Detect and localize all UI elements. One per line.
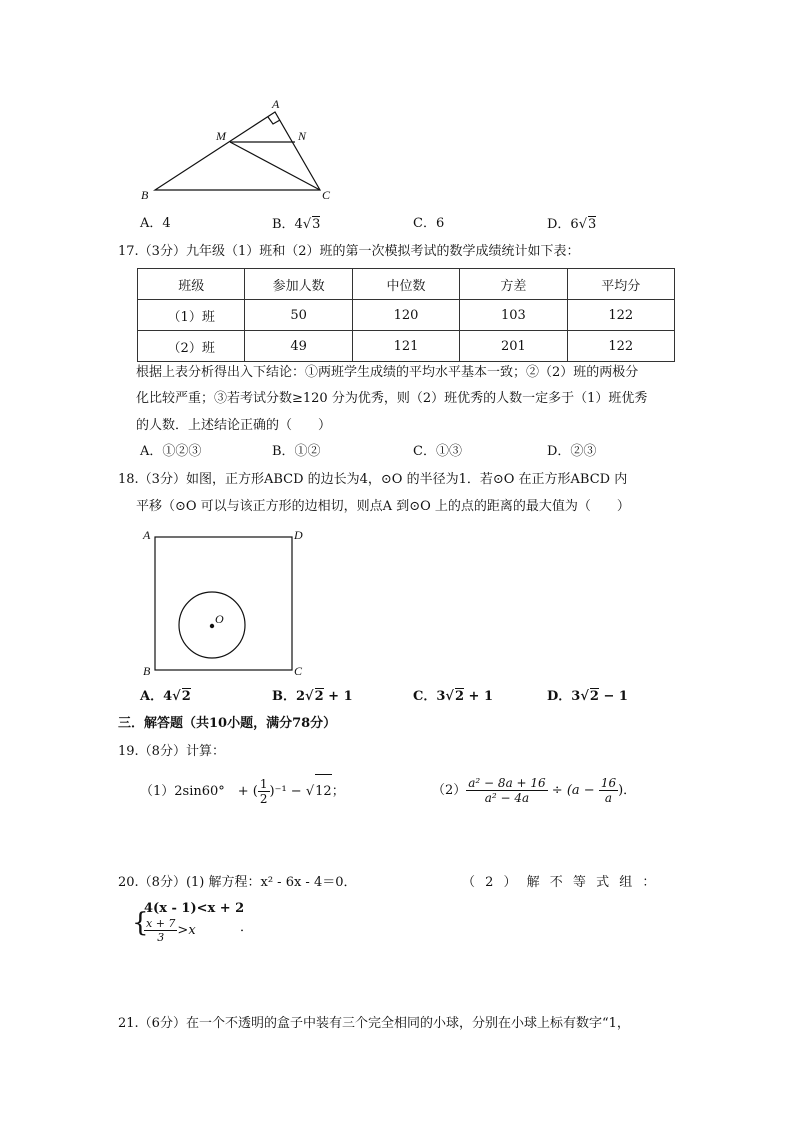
label-o: O	[215, 612, 224, 626]
label-b: B	[141, 188, 149, 202]
q19-part2: （2） $\frac{\text{a² − 8a + 16}}{\text{a² − 4a}}$ ÷ (a − $\frac{16}{a}$ )．	[432, 776, 637, 805]
label-a: A	[272, 97, 280, 111]
q18-option-a: A．4√2	[140, 689, 191, 704]
brace-icon: {	[132, 908, 149, 938]
cell: 103	[460, 300, 567, 331]
q17-stem: 17.（3分）九年级（1）班和（2）班的第一次模拟考试的数学成绩统计如下表：	[118, 244, 580, 259]
header-cell: 平均分	[567, 269, 674, 300]
score-table	[137, 268, 675, 362]
q18-option-b: B．2√2 + 1	[272, 689, 353, 704]
cell: 201	[460, 331, 567, 362]
label-n: N	[298, 129, 307, 143]
q16-option-a: A．4	[140, 216, 171, 231]
label-a: A	[143, 528, 151, 542]
q19-part1: （1）2sin60° + ( $\frac{1}{2}$ )⁻¹ − √12；	[140, 774, 345, 809]
q21-stem: 21.（6分）在一个不透明的盒子中装有三个完全相同的小球，分别在小球上标有数字“1，	[118, 1016, 630, 1031]
inequality-2: $\frac{x + 7}{3}$ >x	[146, 917, 196, 944]
q17-option-a: A．①②③	[140, 444, 202, 459]
cell: 49	[245, 331, 352, 362]
label-c: C	[294, 664, 303, 678]
cell: （1）班	[138, 300, 245, 331]
q17-line: 的人数．上述结论正确的（ ）	[136, 418, 332, 433]
header-cell: 参加人数	[245, 269, 352, 300]
table-header-row	[138, 269, 675, 300]
header-cell: 方差	[460, 269, 567, 300]
label-c: C	[322, 188, 331, 202]
q20-part2: （ 2 ） 解 不 等 式 组 ：	[462, 875, 656, 890]
q20-part1: 20.（8分）(1) 解方程：x² - 6x - 4＝0．	[118, 875, 357, 890]
cell: （2）班	[138, 331, 245, 362]
inequality-1: 4(x - 1)<x + 2	[144, 901, 245, 916]
q20-end: ．	[240, 920, 254, 935]
q17-option-b: B．①②	[272, 444, 321, 459]
section-heading: 三．解答题（共10小题，满分78分）	[118, 716, 337, 731]
q16-option-d: D．6√3	[547, 217, 597, 232]
q19-stem: 19.（8分）计算：	[118, 744, 225, 759]
q18-option-c: C．3√2 + 1	[413, 689, 493, 704]
cell: 121	[352, 331, 459, 362]
q18-line: 平移（⊙O 可以与该正方形的边相切，则点A 到⊙O 上的点的距离的最大值为（ ）	[136, 499, 630, 514]
cell: 122	[567, 331, 674, 362]
header-cell: 班级	[138, 269, 245, 300]
square-figure	[155, 537, 292, 670]
q17-line: 化比较严重；③若考试分数≥120 分为优秀，则（2）班优秀的人数一定多于（1）班优秀	[136, 391, 648, 406]
table-row	[138, 300, 675, 331]
table-row	[138, 331, 675, 362]
q17-option-c: C．①③	[413, 444, 462, 459]
label-d: D	[294, 528, 303, 542]
label-b: B	[143, 664, 151, 678]
cell: 120	[352, 300, 459, 331]
label-m: M	[216, 129, 226, 143]
q18-option-d: D．3√2 − 1	[547, 689, 628, 704]
cell: 50	[245, 300, 352, 331]
q16-option-b: B．4√3	[272, 217, 321, 232]
cell: 122	[567, 300, 674, 331]
q16-option-c: C．6	[413, 216, 445, 231]
q18-line: 18.（3分）如图，正方形ABCD 的边长为4，⊙O 的半径为1．若⊙O 在正方形ABCD 内	[118, 472, 628, 487]
q17-line: 根据上表分析得出入下结论：①两班学生成绩的平均水平基本一致；②（2）班的两极分	[136, 365, 639, 380]
q17-option-d: D．②③	[547, 444, 597, 459]
triangle-figure	[155, 112, 320, 190]
header-cell: 中位数	[352, 269, 459, 300]
